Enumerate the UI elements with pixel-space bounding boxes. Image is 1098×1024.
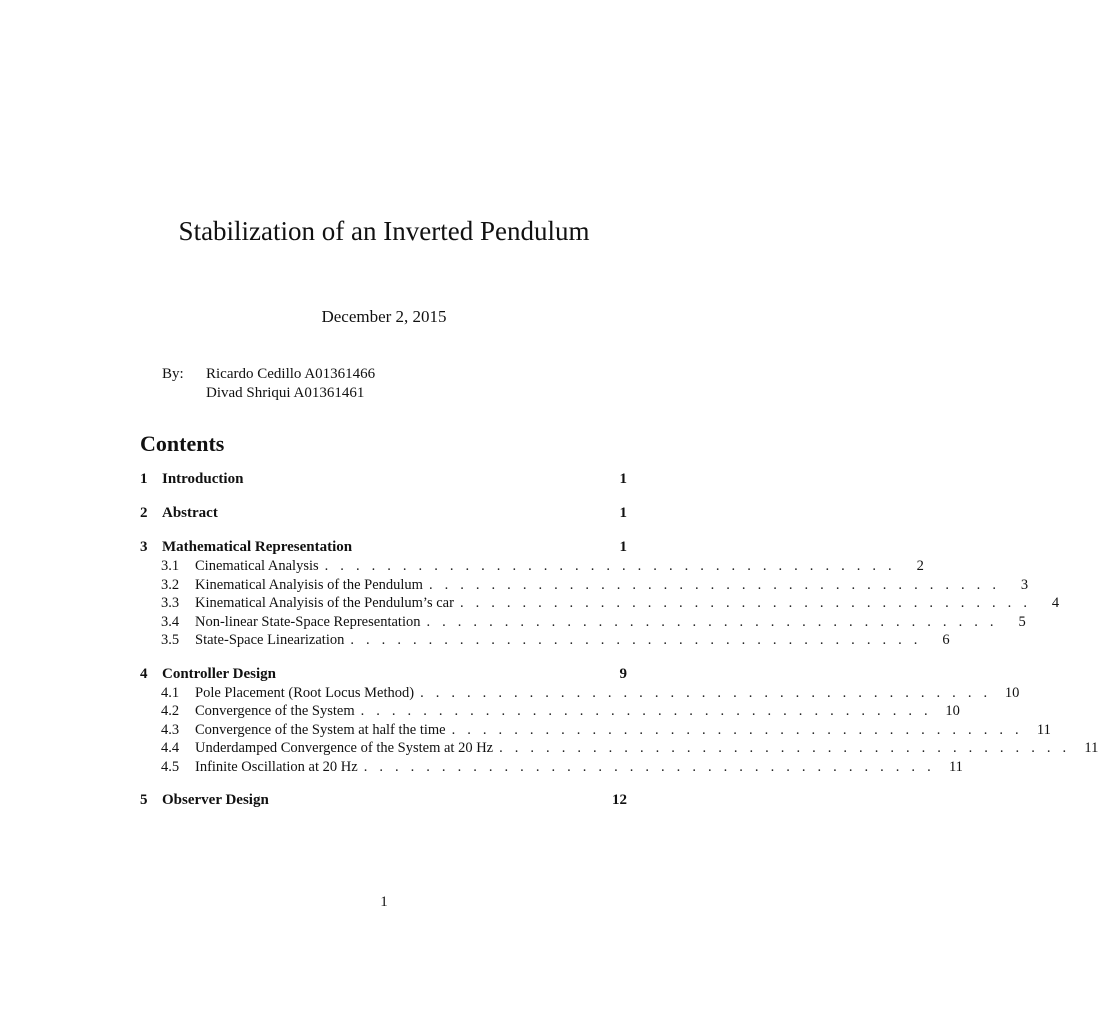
toc-section-page: 12 <box>612 792 627 808</box>
toc-subsection-number: 4.4 <box>161 740 180 756</box>
toc-section-1 <box>140 470 627 489</box>
authors-label: By: <box>162 366 184 382</box>
toc-section-number: 1 <box>140 471 148 487</box>
toc-subsection-number: 3.3 <box>161 595 180 611</box>
author-name: Divad Shriqui A01361461 <box>206 385 365 401</box>
toc-subsection-entry[interactable] <box>140 702 960 721</box>
toc-leader-dots: . . . . . . . . . . . . . . . . . . . . . . . . . . . . . . . . . . . . . <box>451 721 1023 738</box>
toc-subsection-title: State-Space Linearization <box>195 632 345 648</box>
author-name: Ricardo Cedillo A01361466 <box>206 366 376 382</box>
toc-subsection-number: 3.5 <box>161 632 180 648</box>
toc-subsection-number: 4.2 <box>161 703 180 719</box>
toc-subsection-number: 4.5 <box>161 758 180 775</box>
toc-subsection-entry[interactable] <box>140 613 1026 632</box>
toc-section-number: 4 <box>140 665 148 682</box>
toc-subsection-page: 10 <box>945 703 960 719</box>
toc-subsection-page: 11 <box>1036 721 1051 738</box>
toc-section-entry[interactable] <box>140 791 627 810</box>
toc-leader-dots: . . . . . . . . . . . . . . . . . . . . . . . . . . . . . . . . . . . . . <box>459 595 1032 611</box>
table-of-contents <box>140 470 1098 825</box>
toc-subsection-page: 4 <box>1051 595 1060 611</box>
toc-section-title: Abstract <box>162 505 218 521</box>
toc-subsection-title: Infinite Oscillation at 20 Hz <box>195 758 358 775</box>
toc-subsection-title: Convergence of the System <box>195 703 355 719</box>
toc-subsection-title: Pole Placement (Root Locus Method) <box>195 684 415 701</box>
toc-section-5 <box>140 791 627 810</box>
toc-section-title: Mathematical Representation <box>162 539 353 555</box>
toc-subsection-title: Underdamped Convergence of the System at 20 Hz <box>195 740 494 756</box>
toc-section-title: Observer Design <box>162 792 269 808</box>
toc-subsection-entry[interactable] <box>140 721 1051 740</box>
toc-leader-dots: . . . . . . . . . . . . . . . . . . . . . . . . . . . . . . . . . . . . . <box>360 703 932 719</box>
toc-subsection-entry[interactable] <box>140 576 1029 595</box>
toc-section-title: Introduction <box>162 471 244 487</box>
toc-subsection-entry[interactable] <box>140 557 924 576</box>
toc-section-number: 2 <box>140 505 148 521</box>
toc-leader-dots: . . . . . . . . . . . . . . . . . . . . . . . . . . . . . . . . . . . . . <box>324 558 896 574</box>
toc-section-entry[interactable] <box>140 470 627 489</box>
toc-section-page: 1 <box>619 539 627 555</box>
toc-section-page: 9 <box>619 665 627 682</box>
toc-subsection-number: 4.1 <box>161 684 180 701</box>
toc-subsection-page: 10 <box>1004 684 1020 701</box>
toc-subsection-number: 4.3 <box>161 721 180 738</box>
toc-subsection-page: 6 <box>942 632 950 648</box>
toc-subsection-entry[interactable] <box>140 631 950 650</box>
toc-section-entry[interactable] <box>140 504 627 523</box>
toc-section-title: Controller Design <box>162 665 277 682</box>
toc-leader-dots: . . . . . . . . . . . . . . . . . . . . . . . . . . . . . . . . . . . . . <box>499 740 1071 756</box>
toc-section-number: 3 <box>140 539 148 555</box>
document-date: December 2, 2015 <box>321 307 447 326</box>
toc-subsection-entry[interactable] <box>140 758 963 777</box>
toc-section-entry[interactable] <box>140 665 627 684</box>
toc-subsection-number: 3.2 <box>161 576 180 593</box>
toc-subsection-number: 3.4 <box>161 613 180 630</box>
document-title: Stabilization of an Inverted Pendulum <box>178 216 590 246</box>
toc-subsection-page: 5 <box>1018 613 1026 630</box>
toc-subsection-title: Kinematical Analyisis of the Pendulum <box>195 576 423 593</box>
author-row-2 <box>162 384 375 403</box>
toc-leader-dots: . . . . . . . . . . . . . . . . . . . . . . . . . . . . . . . . . . . . . <box>426 613 998 630</box>
toc-subsection-page: 3 <box>1020 576 1029 593</box>
toc-subsection-title: Convergence of the System at half the time <box>195 721 446 738</box>
page-number: 1 <box>380 894 388 910</box>
toc-subsection-title: Kinematical Analyisis of the Pendulum’s car <box>195 595 454 611</box>
toc-section-number: 5 <box>140 792 148 808</box>
toc-subsection-page: 11 <box>1084 740 1098 756</box>
toc-subsection-entry[interactable] <box>140 684 1020 703</box>
toc-section-3 <box>140 538 1060 650</box>
toc-section-2 <box>140 504 627 523</box>
toc-subsection-entry[interactable] <box>140 594 1060 613</box>
toc-section-page: 1 <box>619 505 627 521</box>
toc-leader-dots: . . . . . . . . . . . . . . . . . . . . . . . . . . . . . . . . . . . . . <box>350 632 922 648</box>
toc-section-page: 1 <box>619 471 627 487</box>
authors-block <box>162 365 375 403</box>
toc-subsection-page: 2 <box>916 558 924 574</box>
toc-subsection-entry[interactable] <box>140 739 1098 758</box>
toc-leader-dots: . . . . . . . . . . . . . . . . . . . . . . . . . . . . . . . . . . . . . <box>428 576 1001 593</box>
toc-section-4 <box>140 665 1098 777</box>
contents-heading: Contents <box>140 431 225 456</box>
author-row-1 <box>162 365 375 384</box>
toc-subsection-number: 3.1 <box>161 558 180 574</box>
toc-leader-dots: . . . . . . . . . . . . . . . . . . . . . . . . . . . . . . . . . . . . . <box>420 684 992 701</box>
toc-section-entry[interactable] <box>140 538 627 557</box>
toc-subsection-page: 11 <box>948 758 963 775</box>
toc-leader-dots: . . . . . . . . . . . . . . . . . . . . . . . . . . . . . . . . . . . . . <box>363 758 935 775</box>
toc-subsection-title: Non-linear State-Space Representation <box>195 613 421 630</box>
toc-subsection-title: Cinematical Analysis <box>195 558 319 574</box>
